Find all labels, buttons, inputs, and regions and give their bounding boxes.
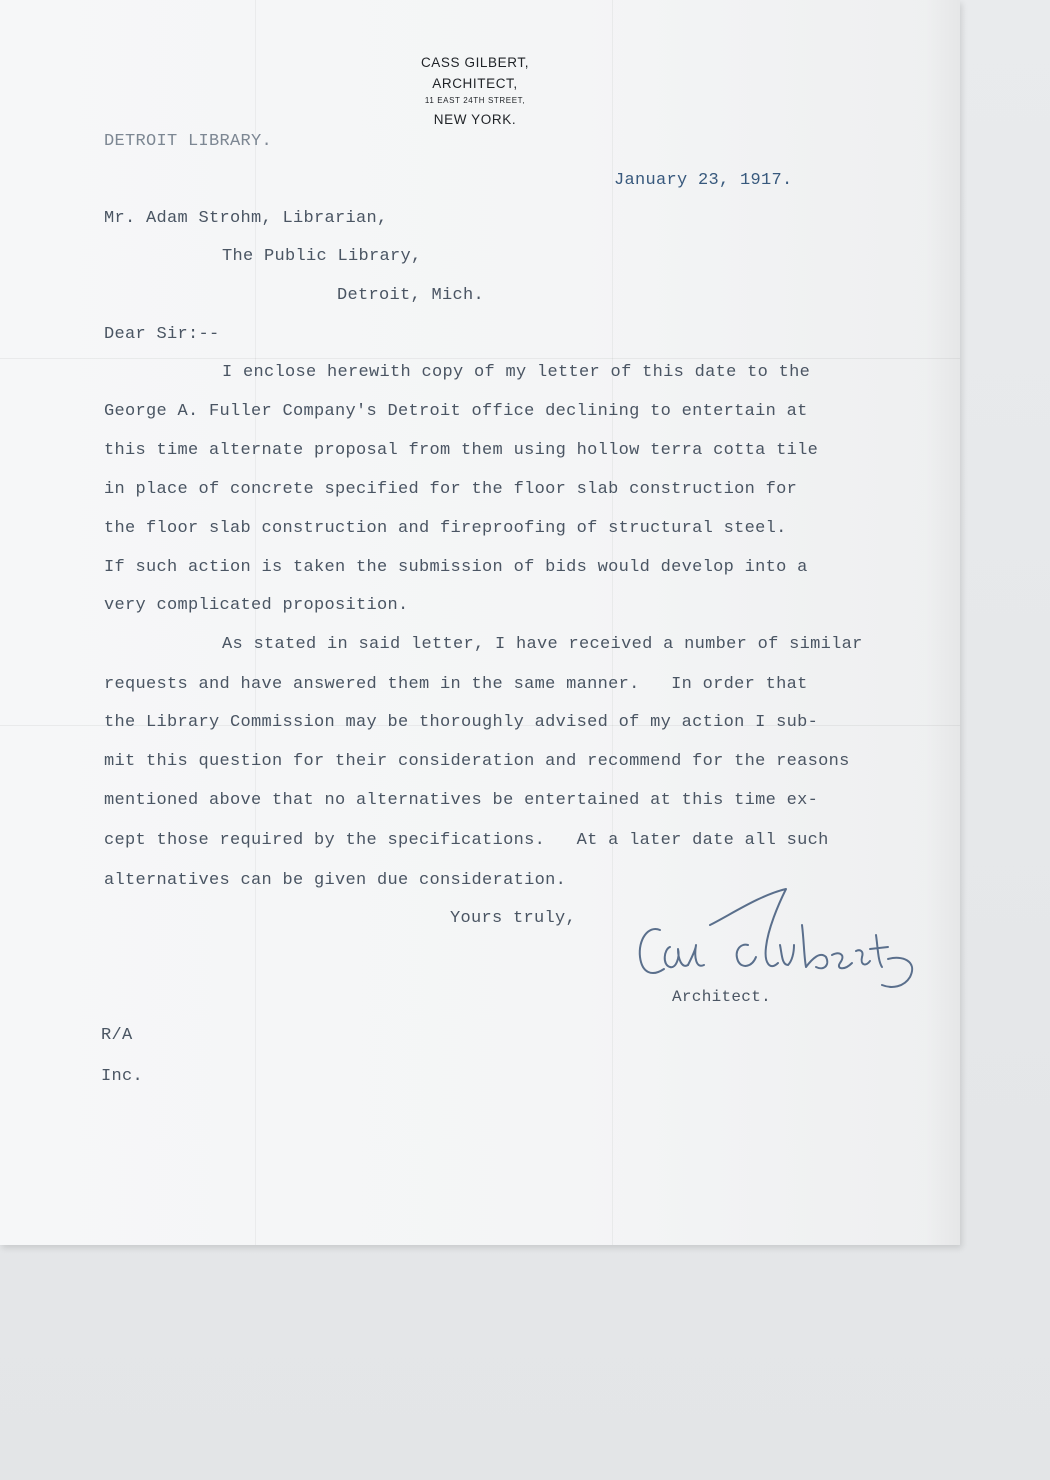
letterhead-name: CASS GILBERT, — [420, 55, 530, 70]
recipient-line-3: Detroit, Mich. — [337, 286, 485, 305]
body-line: this time alternate proposal from them using hollow terra cotta tile — [104, 441, 819, 460]
body-line: mentioned above that no alternatives be entertained at this time ex- — [104, 791, 819, 810]
closing: Yours truly, — [450, 909, 577, 928]
body-line: requests and have answered them in the same manner. In order that — [104, 675, 808, 694]
paper-right-edge — [925, 0, 960, 1245]
enclosure-note: Inc. — [101, 1067, 144, 1086]
recipient-line-1: Mr. Adam Strohm, Librarian, — [104, 209, 388, 228]
reference-initials: R/A — [101, 1026, 133, 1045]
body-line: I enclose herewith copy of my letter of this date to the — [222, 363, 811, 382]
body-line: very complicated proposition. — [104, 596, 409, 615]
body-line: George A. Fuller Company's Detroit office declining to entertain at — [104, 402, 808, 421]
body-line: the Library Commission may be thoroughly advised of my action I sub- — [104, 713, 819, 732]
body-line: in place of concrete specified for the floor slab construction for — [104, 480, 798, 499]
fold-line — [612, 0, 613, 1245]
handwritten-signature — [630, 885, 920, 995]
letterhead-street: 11 EAST 24TH STREET, — [424, 96, 526, 105]
body-line: alternatives can be given due consideration. — [104, 871, 567, 890]
body-line: cept those required by the specifications. At a later date all such — [104, 831, 829, 850]
salutation: Dear Sir:-- — [104, 325, 220, 344]
letter-date: January 23, 1917. — [614, 171, 793, 190]
file-label: DETROIT LIBRARY. — [104, 132, 273, 151]
body-line: the floor slab construction and fireproofing of structural steel. — [104, 519, 787, 538]
fold-line — [255, 0, 256, 1245]
recipient-line-2: The Public Library, — [222, 247, 422, 266]
signature-title: Architect. — [672, 988, 772, 1006]
letterhead — [380, 56, 570, 134]
fold-line — [0, 358, 960, 359]
letterhead-title: ARCHITECT, — [432, 75, 518, 91]
body-line: mit this question for their consideration and recommend for the reasons — [104, 752, 850, 771]
body-line: If such action is taken the submission of bids would develop into a — [104, 558, 808, 577]
letterhead-city: NEW YORK. — [433, 112, 517, 127]
body-line: As stated in said letter, I have received a number of similar — [222, 635, 863, 654]
